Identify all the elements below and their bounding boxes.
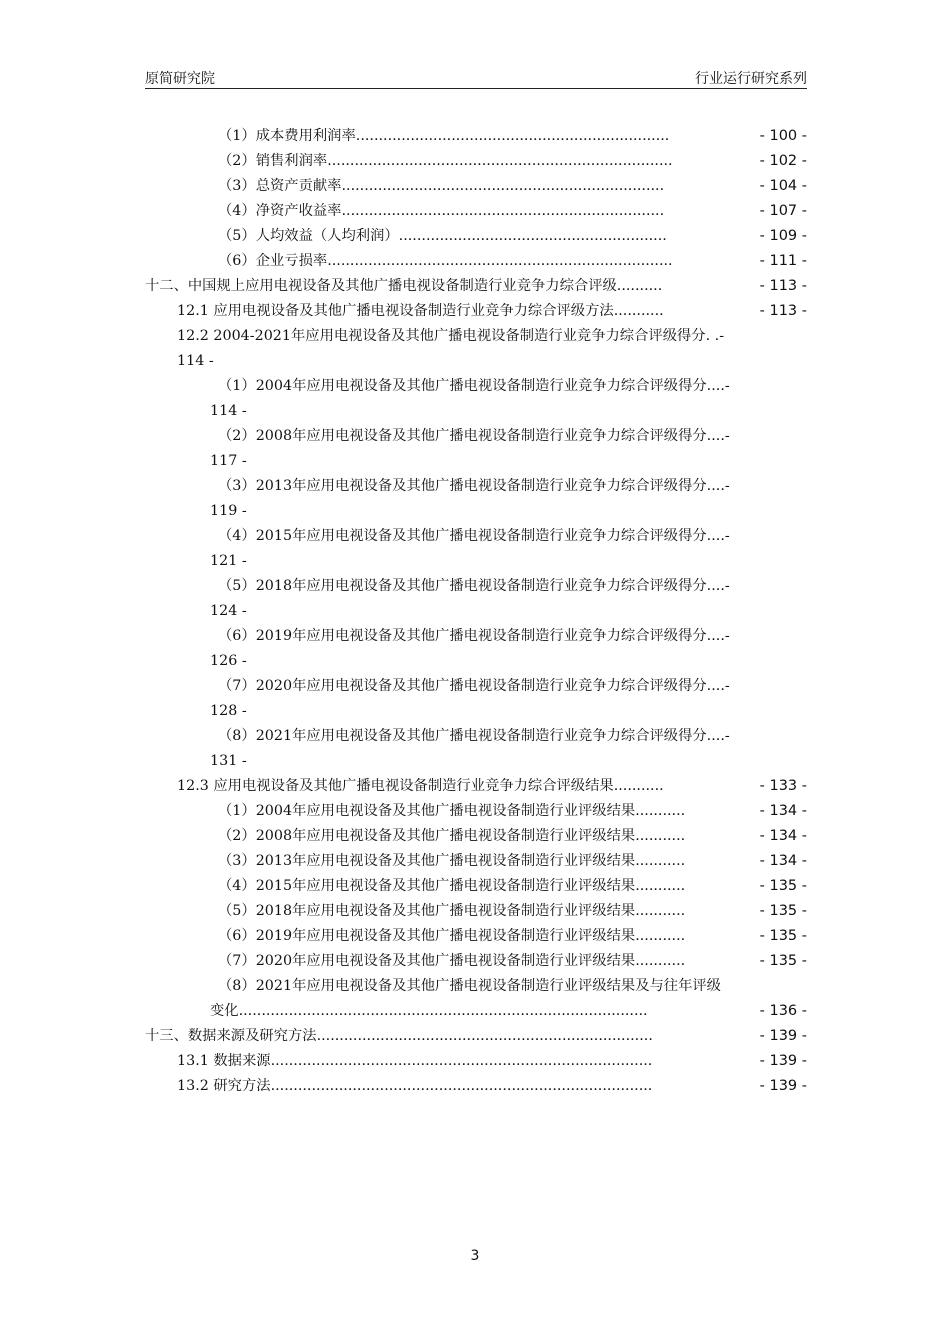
toc-entry-cont[interactable]: 131 - xyxy=(210,753,247,769)
toc-entry-cont[interactable]: 121 - xyxy=(210,553,247,569)
toc-entry-cont[interactable]: 126 - xyxy=(210,653,247,669)
page-header xyxy=(145,66,807,89)
header-publisher: 原简研究院 xyxy=(145,71,215,87)
header-series: 行业运行研究系列 xyxy=(695,71,807,87)
toc-section[interactable]: 13.2 研究方法.................................................................................... - 139 - xyxy=(177,1074,807,1099)
toc-entry[interactable]: （3）2013年应用电视设备及其他广播电视设备制造行业评级结果........... - 134 - xyxy=(218,849,807,874)
toc-entry[interactable]: （5）人均效益（人均利润）........................................................... - 109 - xyxy=(218,224,807,249)
toc-section[interactable]: 12.2 2004-2021年应用电视设备及其他广播电视设备制造行业竞争力综合评级得分. .- xyxy=(177,328,725,344)
toc-entry[interactable]: （6）2019年应用电视设备及其他广播电视设备制造行业评级结果........... - 135 - xyxy=(218,924,807,949)
toc-section[interactable]: 12.1 应用电视设备及其他广播电视设备制造行业竞争力综合评级方法........... - 113 - xyxy=(177,299,807,324)
toc-entry[interactable]: （5）2018年应用电视设备及其他广播电视设备制造行业竞争力综合评级得分....- xyxy=(218,578,730,594)
toc-entry[interactable]: （4）净资产收益率....................................................................... - 107 - xyxy=(218,199,807,224)
toc-entry[interactable]: （2）2008年应用电视设备及其他广播电视设备制造行业评级结果........... - 134 - xyxy=(218,824,807,849)
toc-entry-cont[interactable]: 114 - xyxy=(210,403,247,419)
toc-entry[interactable]: （8）2021年应用电视设备及其他广播电视设备制造行业评级结果及与往年评级 xyxy=(218,978,721,994)
toc-section-cont[interactable]: 114 - xyxy=(177,353,214,369)
toc-entry[interactable]: （4）2015年应用电视设备及其他广播电视设备制造行业竞争力综合评级得分....- xyxy=(218,528,730,544)
toc-section[interactable]: 13.1 数据来源.................................................................................... - 139 - xyxy=(177,1049,807,1074)
toc-entry[interactable]: （3）2013年应用电视设备及其他广播电视设备制造行业竞争力综合评级得分....- xyxy=(218,478,730,494)
toc-chapter[interactable]: 十三、数据来源及研究方法.......................................................................... - 139 - xyxy=(145,1024,807,1049)
toc-section[interactable]: 12.3 应用电视设备及其他广播电视设备制造行业竞争力综合评级结果........... - 133 - xyxy=(177,774,807,799)
toc-entry[interactable]: （1）2004年应用电视设备及其他广播电视设备制造行业竞争力综合评级得分....- xyxy=(218,378,730,394)
toc-entry-cont[interactable]: 变化.......................................................................................... - 136 - xyxy=(210,999,807,1024)
toc-entry[interactable]: （8）2021年应用电视设备及其他广播电视设备制造行业竞争力综合评级得分....- xyxy=(218,728,730,744)
toc-entry[interactable]: （7）2020年应用电视设备及其他广播电视设备制造行业竞争力综合评级得分....- xyxy=(218,678,730,694)
toc-chapter[interactable]: 十二、中国规上应用电视设备及其他广播电视设备制造行业竞争力综合评级.......... - 113 - xyxy=(145,274,807,299)
toc-entry[interactable]: （3）总资产贡献率....................................................................... - 104 - xyxy=(218,174,807,199)
toc-entry-cont[interactable]: 117 - xyxy=(210,453,247,469)
toc-entry-cont[interactable]: 128 - xyxy=(210,703,247,719)
toc-entry[interactable]: （2）销售利润率............................................................................ - 102 - xyxy=(218,149,807,174)
toc-entry[interactable]: （1）成本费用利润率..................................................................... - 100 - xyxy=(218,124,807,149)
toc-entry-cont[interactable]: 119 - xyxy=(210,503,247,519)
page-number: 3 xyxy=(470,1248,480,1264)
toc-entry[interactable]: （5）2018年应用电视设备及其他广播电视设备制造行业评级结果........... - 135 - xyxy=(218,899,807,924)
toc-entry[interactable]: （2）2008年应用电视设备及其他广播电视设备制造行业竞争力综合评级得分....- xyxy=(218,428,730,444)
toc-entry-cont[interactable]: 124 - xyxy=(210,603,247,619)
toc-entry[interactable]: （6）2019年应用电视设备及其他广播电视设备制造行业竞争力综合评级得分....- xyxy=(218,628,730,644)
toc-entry[interactable]: （6）企业亏损率............................................................................ - 111 - xyxy=(218,249,807,274)
toc-entry[interactable]: （4）2015年应用电视设备及其他广播电视设备制造行业评级结果........... - 135 - xyxy=(218,874,807,899)
toc-entry[interactable]: （7）2020年应用电视设备及其他广播电视设备制造行业评级结果........... - 135 - xyxy=(218,949,807,974)
toc-entry[interactable]: （1）2004年应用电视设备及其他广播电视设备制造行业评级结果........... - 134 - xyxy=(218,799,807,824)
